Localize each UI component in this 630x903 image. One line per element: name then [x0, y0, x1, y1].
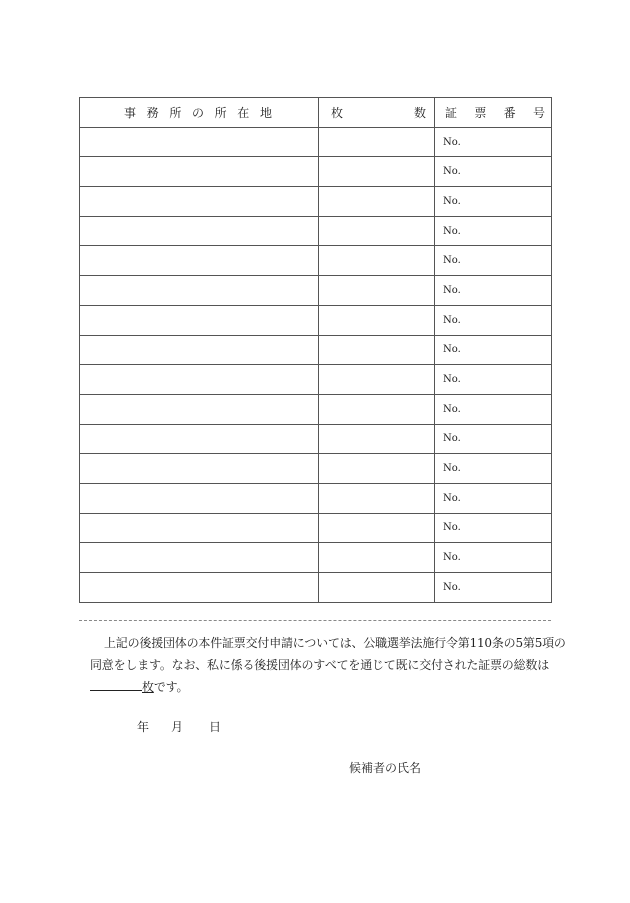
certificate-number-cell[interactable]	[435, 276, 552, 306]
certificate-number-cell[interactable]	[435, 127, 552, 157]
certificate-number-prefix: No.	[443, 255, 461, 267]
header-cert-char: 番	[503, 105, 516, 120]
candidate-name-line	[349, 759, 421, 776]
certificate-number-cell[interactable]	[435, 187, 552, 217]
office-address-cell[interactable]	[80, 365, 319, 395]
count-cell[interactable]	[319, 424, 435, 454]
header-cert-char: 票	[474, 105, 487, 120]
header-address-char: 事	[124, 105, 137, 120]
consent-line-3-suffix: です。	[153, 680, 189, 694]
certificate-number-prefix: No.	[443, 433, 461, 445]
certificate-number-cell[interactable]	[435, 216, 552, 246]
table-row	[80, 543, 552, 573]
certificate-number-prefix: No.	[443, 225, 461, 237]
table-row	[80, 127, 552, 157]
certificate-number-cell[interactable]	[435, 305, 552, 335]
count-cell[interactable]	[319, 305, 435, 335]
certificate-number-cell[interactable]	[435, 543, 552, 573]
office-address-cell[interactable]	[80, 187, 319, 217]
certificate-number-cell[interactable]	[435, 424, 552, 454]
certificate-number-cell[interactable]	[435, 483, 552, 513]
table-row	[80, 424, 552, 454]
header-address-char: 在	[237, 105, 250, 120]
count-cell[interactable]	[319, 573, 435, 603]
certificate-number-cell[interactable]	[435, 513, 552, 543]
table-row	[80, 335, 552, 365]
table-row	[80, 365, 552, 395]
certificate-number-cell[interactable]	[435, 394, 552, 424]
office-address-cell[interactable]	[80, 127, 319, 157]
total-count-field[interactable]	[90, 676, 142, 691]
certificate-number-prefix: No.	[443, 314, 461, 326]
office-address-cell[interactable]	[80, 276, 319, 306]
header-address-char: 所	[169, 105, 182, 120]
office-address-cell[interactable]	[80, 246, 319, 276]
header-count-char: 枚	[331, 105, 344, 120]
office-address-cell[interactable]	[80, 573, 319, 603]
count-cell[interactable]	[319, 543, 435, 573]
table-row	[80, 573, 552, 603]
office-address-cell[interactable]	[80, 305, 319, 335]
header-address-char: 務	[146, 105, 159, 120]
count-cell[interactable]	[319, 335, 435, 365]
table-row	[80, 454, 552, 484]
office-address-cell[interactable]	[80, 157, 319, 187]
certificate-number-prefix: No.	[443, 284, 461, 296]
count-cell[interactable]	[319, 513, 435, 543]
header-cert-char: 号	[532, 105, 545, 120]
header-address-char: 所	[214, 105, 227, 120]
header-address-char: 地	[259, 105, 272, 120]
date-day-label: 日	[209, 720, 222, 734]
certificate-number-prefix: No.	[443, 344, 461, 356]
certificate-number-prefix: No.	[443, 166, 461, 178]
table-row	[80, 157, 552, 187]
office-address-cell[interactable]	[80, 424, 319, 454]
certificate-number-prefix: No.	[443, 492, 461, 504]
office-address-cell[interactable]	[80, 394, 319, 424]
count-cell[interactable]	[319, 276, 435, 306]
count-cell[interactable]	[319, 483, 435, 513]
date-month-label: 月	[171, 720, 184, 734]
table-row	[80, 513, 552, 543]
count-cell[interactable]	[319, 157, 435, 187]
certificate-number-prefix: No.	[443, 522, 461, 534]
header-certificate-number	[435, 98, 552, 128]
certificate-number-cell[interactable]	[435, 573, 552, 603]
date-line	[137, 718, 221, 735]
header-office-address	[80, 98, 319, 128]
office-address-cell[interactable]	[80, 483, 319, 513]
office-address-cell[interactable]	[80, 513, 319, 543]
table-header-row	[80, 98, 552, 128]
certificate-number-cell[interactable]	[435, 365, 552, 395]
certificate-number-prefix: No.	[443, 136, 461, 148]
dashed-divider	[79, 620, 551, 621]
count-cell[interactable]	[319, 365, 435, 395]
office-address-cell[interactable]	[80, 543, 319, 573]
count-cell[interactable]	[319, 246, 435, 276]
certificate-number-cell[interactable]	[435, 246, 552, 276]
count-cell[interactable]	[319, 127, 435, 157]
certificate-number-prefix: No.	[443, 581, 461, 593]
count-unit: 枚	[142, 680, 154, 694]
count-cell[interactable]	[319, 216, 435, 246]
candidate-name-label: 候補者の氏名	[349, 761, 422, 775]
table-row	[80, 276, 552, 306]
header-address-char: の	[191, 105, 204, 120]
table-row	[80, 187, 552, 217]
certificate-number-cell[interactable]	[435, 157, 552, 187]
office-address-cell[interactable]	[80, 454, 319, 484]
certificate-number-prefix: No.	[443, 403, 461, 415]
consent-line-2: 同意をします。なお、私に係る後援団体のすべてを通じて既に交付された証票の総数は	[90, 658, 550, 672]
count-cell[interactable]	[319, 454, 435, 484]
count-cell[interactable]	[319, 187, 435, 217]
office-address-cell[interactable]	[80, 335, 319, 365]
certificate-number-prefix: No.	[443, 463, 461, 475]
header-count	[319, 98, 435, 128]
consent-line-1: 上記の後援団体の本件証票交付申請については、公職選挙法施行令第110条の5第5項の	[104, 636, 566, 650]
certificate-number-cell[interactable]	[435, 335, 552, 365]
table-row	[80, 246, 552, 276]
certificate-table	[79, 97, 552, 603]
certificate-number-cell[interactable]	[435, 454, 552, 484]
header-cert-char: 証	[445, 105, 458, 120]
consent-line-3	[90, 676, 560, 698]
count-cell[interactable]	[319, 394, 435, 424]
table-row	[80, 305, 552, 335]
table-row	[80, 483, 552, 513]
consent-statement	[90, 632, 566, 698]
date-year-label: 年	[137, 720, 150, 734]
office-address-cell[interactable]	[80, 216, 319, 246]
certificate-number-prefix: No.	[443, 195, 461, 207]
table-row	[80, 216, 552, 246]
certificate-number-prefix: No.	[443, 552, 461, 564]
table-row	[80, 394, 552, 424]
header-count-char: 数	[413, 105, 426, 120]
certificate-number-prefix: No.	[443, 374, 461, 386]
